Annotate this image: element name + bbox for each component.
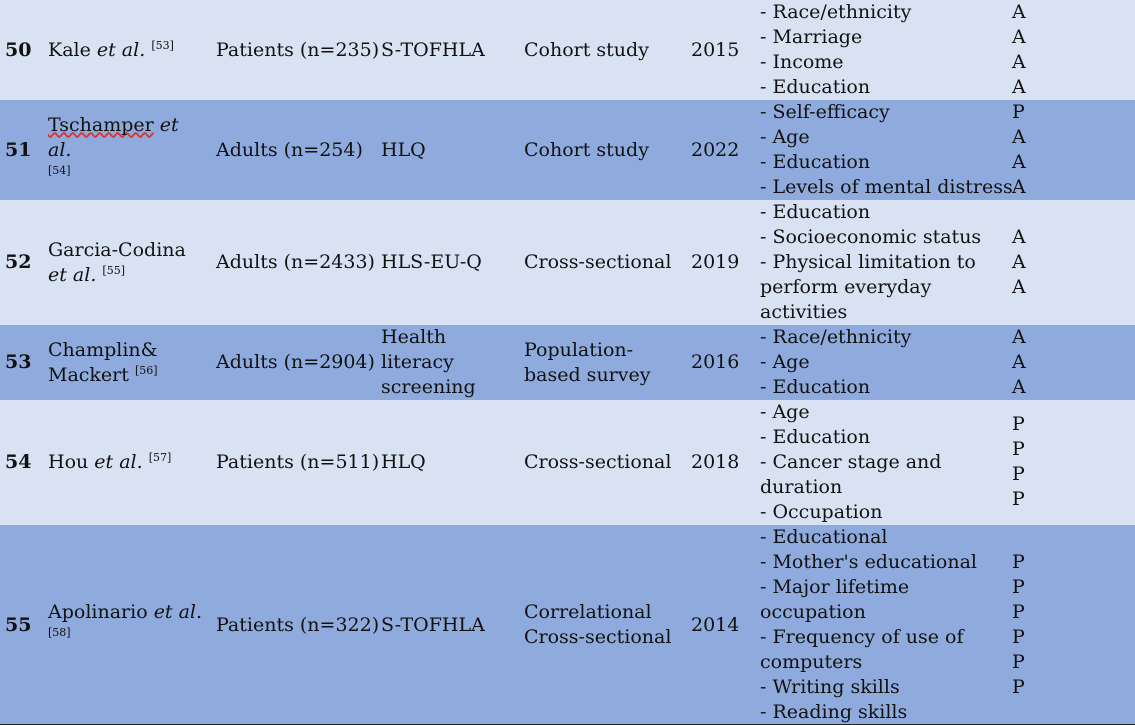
grade: P (1012, 601, 1025, 623)
factor-item: - Race/ethnicity (760, 326, 912, 348)
factor-item: - Reading skills (760, 701, 908, 723)
table-row (0, 400, 1135, 525)
author-name: Kale (48, 38, 97, 61)
tool-cell: HLQ (381, 138, 426, 161)
design-cell: Cohort study (524, 138, 649, 161)
grade: P (1012, 576, 1025, 598)
grade: P (1012, 438, 1025, 460)
year-cell: 2015 (691, 38, 740, 61)
author-name: Garcia-Codina (48, 238, 186, 261)
factor-item: - Frequency of use of (760, 626, 964, 648)
grade: A (1012, 251, 1026, 273)
grade: P (1012, 551, 1025, 573)
tool-cell: S-TOFHLA (381, 613, 485, 636)
year-cell: 2018 (691, 451, 740, 473)
grades-list (1012, 0, 1042, 100)
author-name: Tschamper (48, 113, 154, 136)
author-etal: et al. (48, 263, 97, 286)
grade: A (1012, 276, 1026, 298)
grade: A (1012, 176, 1026, 198)
grade: A (1012, 326, 1026, 348)
tool-cell: S-TOFHLA (381, 38, 485, 61)
reference: [57] (148, 451, 172, 464)
grade: A (1012, 226, 1026, 248)
grade: A (1012, 76, 1026, 98)
table-row (0, 0, 1135, 100)
author-cell (48, 525, 208, 725)
row-number: 53 (5, 351, 32, 373)
factor-item: - Physical limitation to (760, 251, 976, 273)
author-etal: et al. (48, 113, 179, 161)
grade: A (1012, 376, 1026, 398)
grade: A (1012, 26, 1026, 48)
row-number: 51 (5, 138, 32, 161)
design-cell: Cohort study (524, 38, 649, 61)
factor-item: - Age (760, 401, 810, 423)
year-cell: 2022 (691, 138, 740, 161)
grades-list (1012, 225, 1042, 300)
population-cell: Patients (n=235) (216, 38, 380, 61)
population-cell: Patients (n=322) (216, 613, 380, 636)
grade: A (1012, 126, 1026, 148)
factor-item: - Levels of mental distress (760, 176, 1013, 198)
row-number: 54 (5, 451, 32, 473)
year-cell: 2014 (691, 613, 740, 636)
reference: [53] (151, 38, 174, 52)
factor-item: - Education (760, 76, 871, 98)
year-cell: 2019 (691, 251, 740, 273)
reference: [54] (48, 163, 71, 177)
factor-item: - Major lifetime (760, 576, 910, 598)
factor-item: - Mother's educational (760, 551, 977, 573)
author-name: Champlin& Mackert (48, 338, 158, 386)
grade: P (1012, 626, 1025, 648)
author-name: Apolinario (48, 601, 154, 623)
author-etal: et al. (96, 38, 146, 61)
grade: A (1012, 1, 1026, 23)
author-cell (48, 100, 208, 200)
design-cell: Correlational Cross-sectional (524, 601, 672, 648)
factors-list (760, 525, 1005, 725)
design-cell: Population-based survey (524, 338, 651, 386)
factor-item: - Marriage (760, 26, 863, 48)
population-cell: Patients (n=511) (216, 451, 380, 473)
grade: P (1012, 651, 1025, 673)
author-etal: et al. (153, 601, 203, 623)
factor-item: - Writing skills (760, 676, 900, 698)
factor-item: - Age (760, 126, 810, 148)
factor-item: - Cancer stage and (760, 451, 942, 473)
reference: [58] (48, 626, 71, 639)
row-number: 52 (5, 251, 32, 273)
grades-list (1012, 550, 1042, 700)
factors-list (760, 0, 1005, 100)
population-cell: Adults (n=254) (216, 138, 363, 161)
author-cell (48, 0, 208, 100)
grade: P (1012, 413, 1025, 435)
factor-item: - Education (760, 376, 871, 398)
author-cell (48, 400, 208, 525)
factor-item: - Income (760, 51, 844, 73)
author-cell (48, 325, 208, 400)
author-etal: et al. (94, 451, 143, 473)
factor-item: occupation (760, 601, 866, 623)
factors-list (760, 100, 1013, 200)
table-row (0, 200, 1135, 325)
grade: P (1012, 463, 1025, 485)
factor-item: - Age (760, 351, 810, 373)
tool-cell: HLQ (381, 451, 426, 473)
design-cell: Cross-sectional (524, 451, 672, 473)
tool-cell: HLS-EU-Q (381, 251, 482, 273)
grades-list (1012, 325, 1042, 400)
grades-list (1012, 412, 1042, 512)
tool-cell: Health literacy screening (381, 326, 476, 398)
table-row (0, 525, 1135, 725)
grade: A (1012, 51, 1026, 73)
grade: P (1012, 676, 1025, 698)
population-cell: Adults (n=2433) (216, 251, 375, 273)
factor-item: - Education (760, 426, 871, 448)
factor-item: activities (760, 301, 848, 323)
factor-item: - Race/ethnicity (760, 1, 912, 23)
grades-list (1012, 100, 1042, 200)
grade: P (1012, 101, 1025, 123)
factor-item: - Occupation (760, 501, 883, 523)
grade: P (1012, 488, 1025, 510)
factor-item: computers (760, 651, 863, 673)
design-cell: Cross-sectional (524, 251, 672, 273)
row-number: 50 (5, 38, 32, 61)
author-name: Hou (48, 451, 95, 473)
reference: [55] (102, 263, 126, 277)
table-row (0, 325, 1135, 400)
factors-list (760, 200, 1005, 325)
grade: A (1012, 351, 1026, 373)
table-row (0, 100, 1135, 200)
row-number: 55 (5, 613, 32, 636)
factors-list (760, 325, 1005, 400)
factor-item: - Education (760, 151, 871, 173)
grade: A (1012, 151, 1026, 173)
factor-item: perform everyday (760, 276, 932, 298)
factor-item: - Self-efficacy (760, 101, 890, 123)
factor-item: - Education (760, 201, 871, 223)
population-cell: Adults (n=2904) (216, 351, 375, 373)
reference: [56] (134, 363, 158, 377)
factor-item: - Educational (760, 526, 888, 548)
year-cell: 2016 (691, 351, 740, 373)
author-cell (48, 200, 208, 325)
factor-item: - Socioeconomic status (760, 226, 982, 248)
factor-item: duration (760, 476, 843, 498)
factors-list (760, 400, 1005, 525)
